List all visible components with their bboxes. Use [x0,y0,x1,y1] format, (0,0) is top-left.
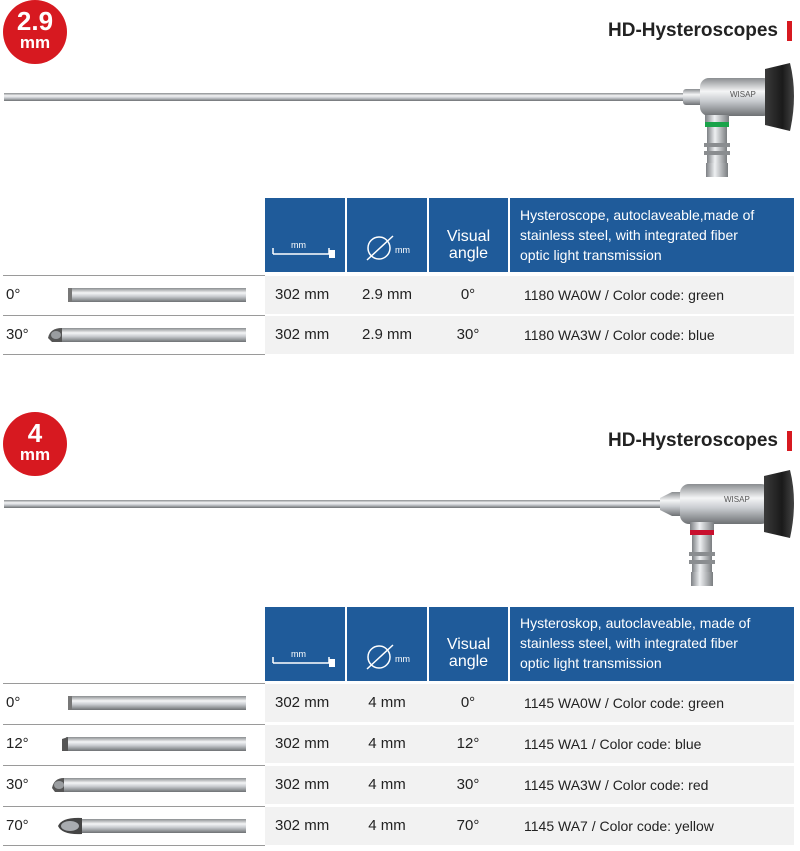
diameter-icon [347,198,427,272]
table-row [0,765,800,805]
row-length: 302 mm [275,694,330,711]
row-diameter: 2.9 mm [361,326,412,343]
color-ring [705,122,729,127]
description-line-3: optic light transmission [520,655,662,671]
table-row [0,275,800,315]
row-angle: 30° [6,326,29,343]
description-line-1: Hysteroskop, autoclaveable, made of [520,615,751,631]
row-length: 302 mm [275,735,330,752]
length-icon [265,198,345,272]
row-length: 302 mm [275,776,330,793]
tip-70-icon [48,815,248,837]
table-row [0,315,800,355]
row-diameter: 2.9 mm [361,286,412,303]
length-unit: mm [291,649,306,659]
row-angle: 12° [6,735,29,752]
row-angle: 0° [6,286,21,303]
description-line-2: stainless steel, with integrated fiber [520,635,738,651]
hysteroscope-image [0,462,800,592]
header-diameter [347,198,427,272]
diameter-icon [347,607,427,681]
tip-12-icon [48,733,248,755]
row-description: 1180 WA3W / Color code: blue [524,327,715,343]
row-visual-angle: 30° [456,776,480,793]
length-icon [265,607,345,681]
tip-30-icon [48,774,248,796]
diameter-unit: mm [395,654,410,664]
row-visual-angle: 0° [460,694,476,711]
brand-label: WISAP [724,495,750,504]
section-4mm [0,412,800,851]
header-diameter [347,607,427,681]
row-description: 1145 WA3W / Color code: red [524,777,709,793]
tip-0-icon [48,692,248,714]
title-accent-bar [787,431,792,451]
section-title: HD-Hysteroscopes [608,430,778,451]
tip-30-icon [48,324,248,346]
hysteroscope-image [0,55,800,185]
row-visual-angle: 12° [456,735,480,752]
length-unit: mm [291,240,306,250]
badge-size: 4 [27,418,43,448]
section-2-9mm [0,0,800,360]
row-visual-angle: 0° [460,286,476,303]
row-diameter: 4 mm [368,694,406,711]
description-line-1: Hysteroscope, autoclaveable,made of [520,207,755,223]
badge-unit: mm [19,445,51,464]
title-accent-bar [787,21,792,41]
angle-label: angle [448,653,489,670]
badge-size: 2.9 [16,6,54,36]
row-visual-angle: 30° [456,326,480,343]
visual-label: Visual [446,228,491,245]
section-title: HD-Hysteroscopes [608,20,778,41]
brand-label: WISAP [730,90,756,99]
row-description: 1145 WA0W / Color code: green [524,695,724,711]
row-angle: 70° [6,817,29,834]
row-angle: 30° [6,776,29,793]
diameter-unit: mm [395,245,410,255]
description-line-3: optic light transmission [520,247,662,263]
visual-label: Visual [446,636,491,653]
header-length [265,607,345,681]
header-length [265,198,345,272]
description-line-2: stainless steel, with integrated fiber [520,227,738,243]
header-visual-angle [429,198,508,272]
header-description [510,198,794,272]
badge-unit: mm [19,33,51,52]
row-length: 302 mm [275,326,330,343]
color-ring [690,530,714,535]
angle-label: angle [448,245,489,262]
row-diameter: 4 mm [368,817,406,834]
row-angle: 0° [6,694,21,711]
table-row [0,724,800,764]
row-description: 1145 WA1 / Color code: blue [524,736,702,752]
header-description [510,607,794,681]
row-visual-angle: 70° [456,817,480,834]
row-length: 302 mm [275,817,330,834]
row-length: 302 mm [275,286,330,303]
row-diameter: 4 mm [368,735,406,752]
row-diameter: 4 mm [368,776,406,793]
header-visual-angle [429,607,508,681]
table-row [0,806,800,846]
tip-0-icon [48,284,248,306]
row-description: 1145 WA7 / Color code: yellow [524,818,714,834]
row-description: 1180 WA0W / Color code: green [524,287,724,303]
table-row [0,683,800,723]
